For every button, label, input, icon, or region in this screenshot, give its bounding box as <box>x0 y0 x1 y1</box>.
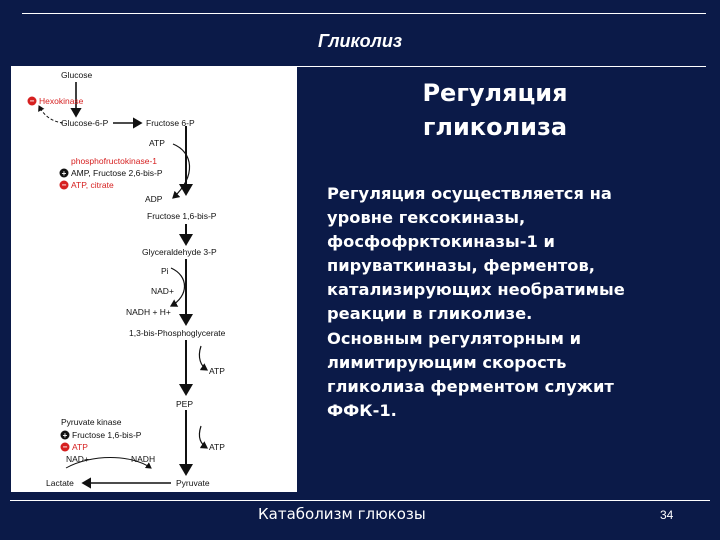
f16bp-label: Fructose 1,6-bis-P <box>147 211 217 221</box>
pfk-activators-label: AMP, Fructose 2,6-bis-P <box>71 168 163 178</box>
atp2-curve <box>199 346 207 370</box>
minus-sign: − <box>61 180 67 190</box>
footer-text: Катаболизм глюкозы <box>258 505 426 523</box>
glycolysis-diagram-panel <box>11 66 297 492</box>
nadh2-label: NADH <box>131 454 156 464</box>
atp2-label: ATP <box>209 366 225 376</box>
title-line-2: гликолиза <box>422 113 568 141</box>
lactate-label: Lactate <box>46 478 74 488</box>
atp-adp-curve <box>173 144 190 198</box>
slide-header: Гликолиз <box>317 31 403 51</box>
gap-label: Glyceraldehyde 3-P <box>142 247 217 257</box>
slide-title <box>330 76 660 144</box>
glycolysis-diagram <box>11 66 297 492</box>
nad2-label: NAD+ <box>66 454 89 464</box>
f6p-label: Fructose 6-P <box>146 118 195 128</box>
atp3-label: ATP <box>209 442 225 452</box>
pk-inhibitor-label: ATP <box>72 442 88 452</box>
body-text: Регуляция осуществляется на уровне гексокиназы, фосфофрктокиназы-1 и пируваткиназы, ферментов, катализирующих необратимые реакции в гликолизе. Основным регуляторным и лимитирующим скорость гликолиза ферментом служит ФФК-1. <box>327 184 625 420</box>
pyruvate-label: Pyruvate <box>176 478 210 488</box>
page-number: 34 <box>660 508 674 522</box>
nad-label: NAD+ <box>151 286 174 296</box>
title-line-1: Регуляция <box>422 79 568 107</box>
pi-label: Pi <box>161 266 169 276</box>
plus-sign: + <box>61 169 67 178</box>
g6p-feedback-arrow <box>39 106 63 123</box>
nadh-h-label: NADH + H+ <box>126 307 171 317</box>
minus-sign: − <box>29 96 35 106</box>
bpg-label: 1,3-bis-Phosphoglycerate <box>129 328 226 338</box>
header-rule <box>22 13 706 14</box>
footer-rule <box>10 500 710 501</box>
pep-label: PEP <box>176 399 194 409</box>
pk-activator-label: Fructose 1,6-bis-P <box>72 430 142 440</box>
atp1-label: ATP <box>149 138 165 148</box>
hexokinase-label: Hexokinase <box>39 96 84 106</box>
minus-sign: − <box>62 442 68 452</box>
pfk1-label: phosphofructokinase-1 <box>71 156 158 166</box>
glucose-label: Glucose <box>61 70 93 80</box>
pk-label: Pyruvate kinase <box>61 417 122 427</box>
plus-sign: + <box>62 431 68 440</box>
atp3-curve <box>199 426 207 448</box>
adp-label: ADP <box>145 194 163 204</box>
g6p-label: Glucose-6-P <box>61 118 109 128</box>
pfk-inhibitors-label: ATP, citrate <box>71 180 114 190</box>
